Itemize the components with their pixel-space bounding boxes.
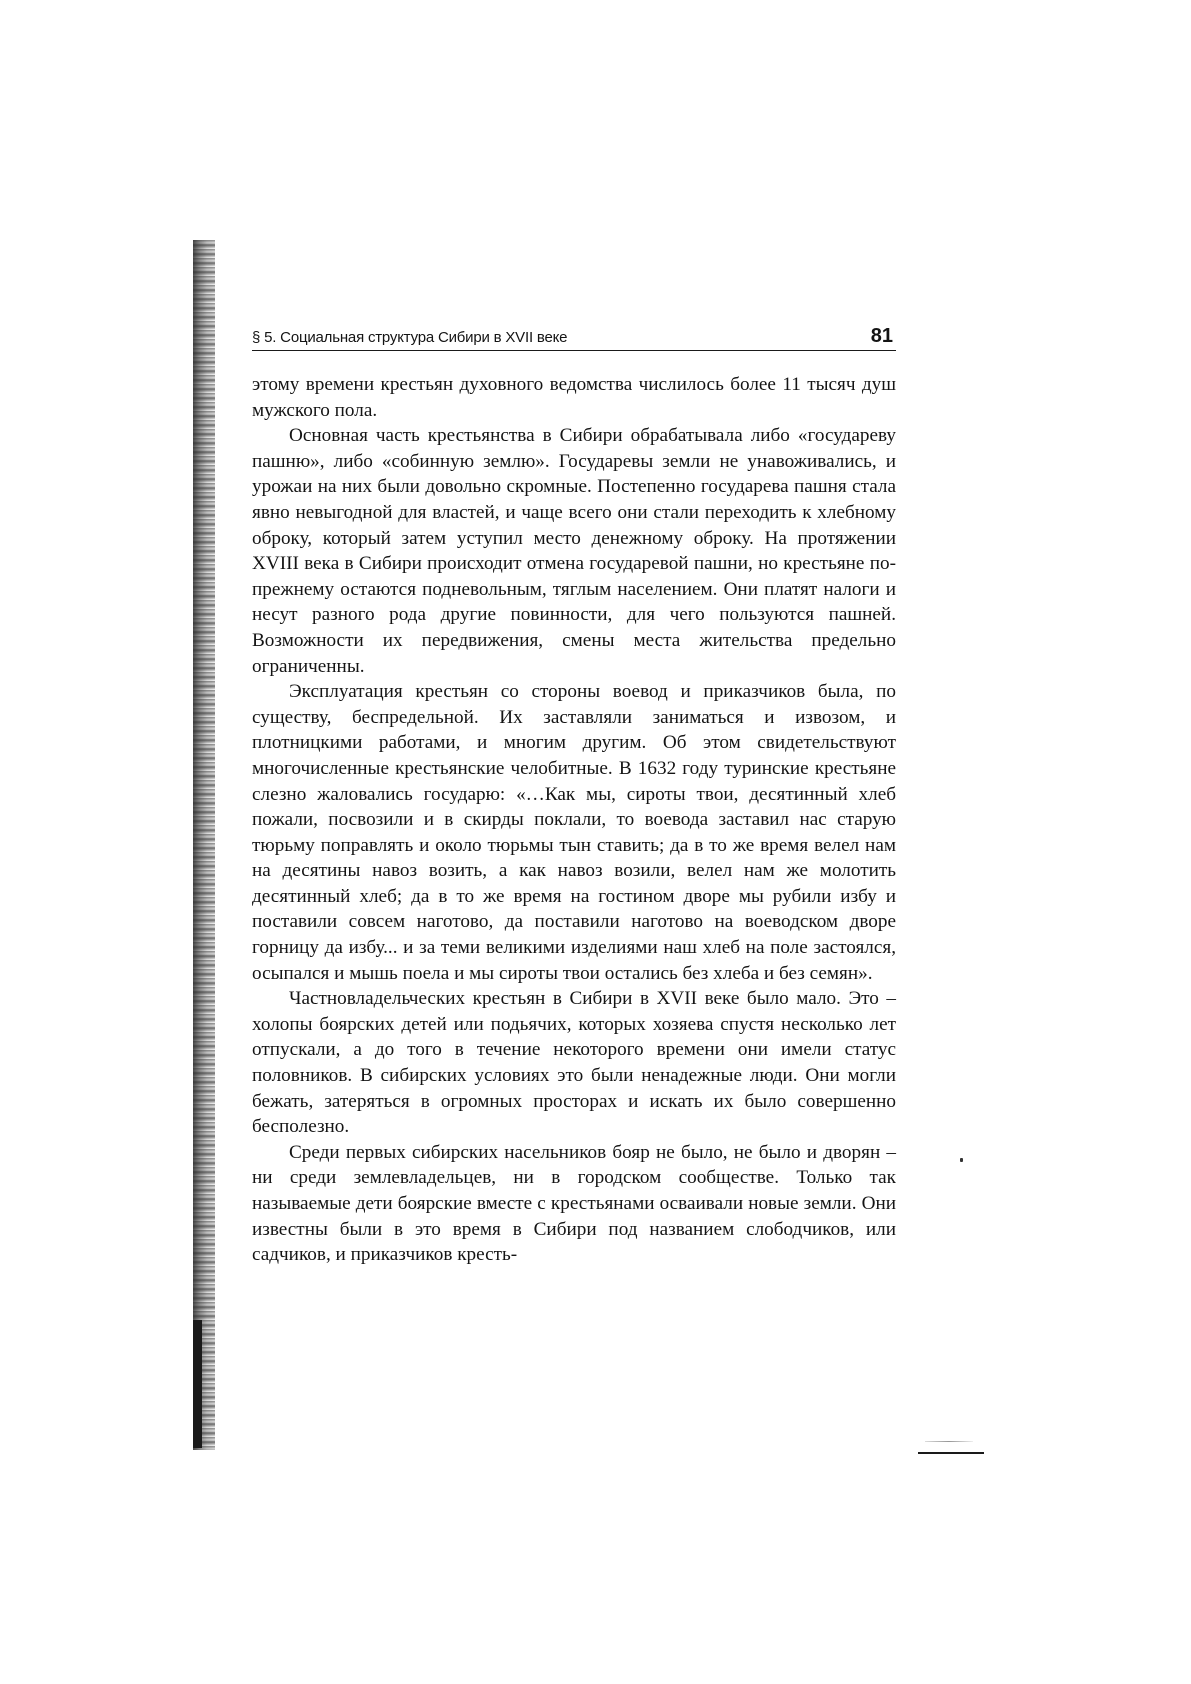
running-head-title: § 5. Социальная структура Сибири в XVII веке	[252, 329, 568, 346]
scan-binding-shadow	[193, 1320, 202, 1448]
scan-binding-edge	[193, 240, 215, 1450]
scan-artifact-faint	[925, 1441, 973, 1442]
running-head	[252, 322, 896, 351]
scan-artifact-line	[918, 1452, 984, 1454]
paragraph-continuation: этому времени крестьян духовного ведомства числилось более 11 тысяч душ мужского пола.	[252, 374, 896, 421]
page-number: 81	[870, 325, 893, 347]
body-text	[252, 372, 896, 1268]
paragraph: Основная часть крестьянства в Сибири обрабатывала либо «государеву пашню», либо «собинную землю». Государевы земли не унавоживались, и урожаи на них были довольно скромные. Постепенно государева пашня стала явно невыгодной для властей, и чаще всего они стали переходить к хлебному оброку, который затем уступил место денежному оброку. На протяжении XVIII века в Сибири происходит отмена государевой пашни, но крестьяне по-прежнему остаются подневольным, тяглым населением. Они платят налоги и несут разного рода другие повинности, для чего пользуются пашней. Возможности их передвижения, смены места жительства предельно ограниченны.	[252, 425, 896, 677]
paragraph: Эксплуатация крестьян со стороны воевод и приказчиков была, по существу, беспредельной. Их заставляли заниматься и извозом, и плотницкими работами, и многим другим. Об этом свидетельствуют многочисленные крестьянские челобитные. В 1632 году туринские крестьяне слезно жаловались государю: «…Как мы, сироты твои, десятинный хлеб пожали, посвозили и в скирды поклали, то воевода заставил нас старую тюрьму поправлять и около тюрьмы тын ставить; да в то же время велел нам на десятины навоз возить, а как навоз возили, велел нам же молотить десятинный хлеб; да в то же время на гостином дворе мы рубили избу и поставили совсем наготово, да поставили наготово на воеводском дворе горницу да избу... и за теми великими изделиями наш хлеб на поле застоялся, осыпался и мышь поела и мы сироты твои остались без хлеба и без семян».	[252, 681, 896, 984]
scan-speck	[960, 1158, 963, 1162]
paragraph: Частновладельческих крестьян в Сибири в XVII веке было мало. Это – холопы боярских детей или подьячих, которых хозяева спустя несколько лет отпускали, а до того в течение некоторого времени они имели статус половников. В сибирских условиях это были ненадежные люди. Они могли бежать, затеряться в огромных просторах и искать их было совершенно бесполезно.	[252, 988, 896, 1138]
paragraph: Среди первых сибирских насельников бояр не было, не было и дворян – ни среди землевладельцев, ни в городском сообществе. Только так называемые дети боярские вместе с крестьянами осваивали новые земли. Они известны были в это время в Сибири под названием слободчиков, или садчиков, и приказчиков кресть-	[252, 1141, 896, 1266]
